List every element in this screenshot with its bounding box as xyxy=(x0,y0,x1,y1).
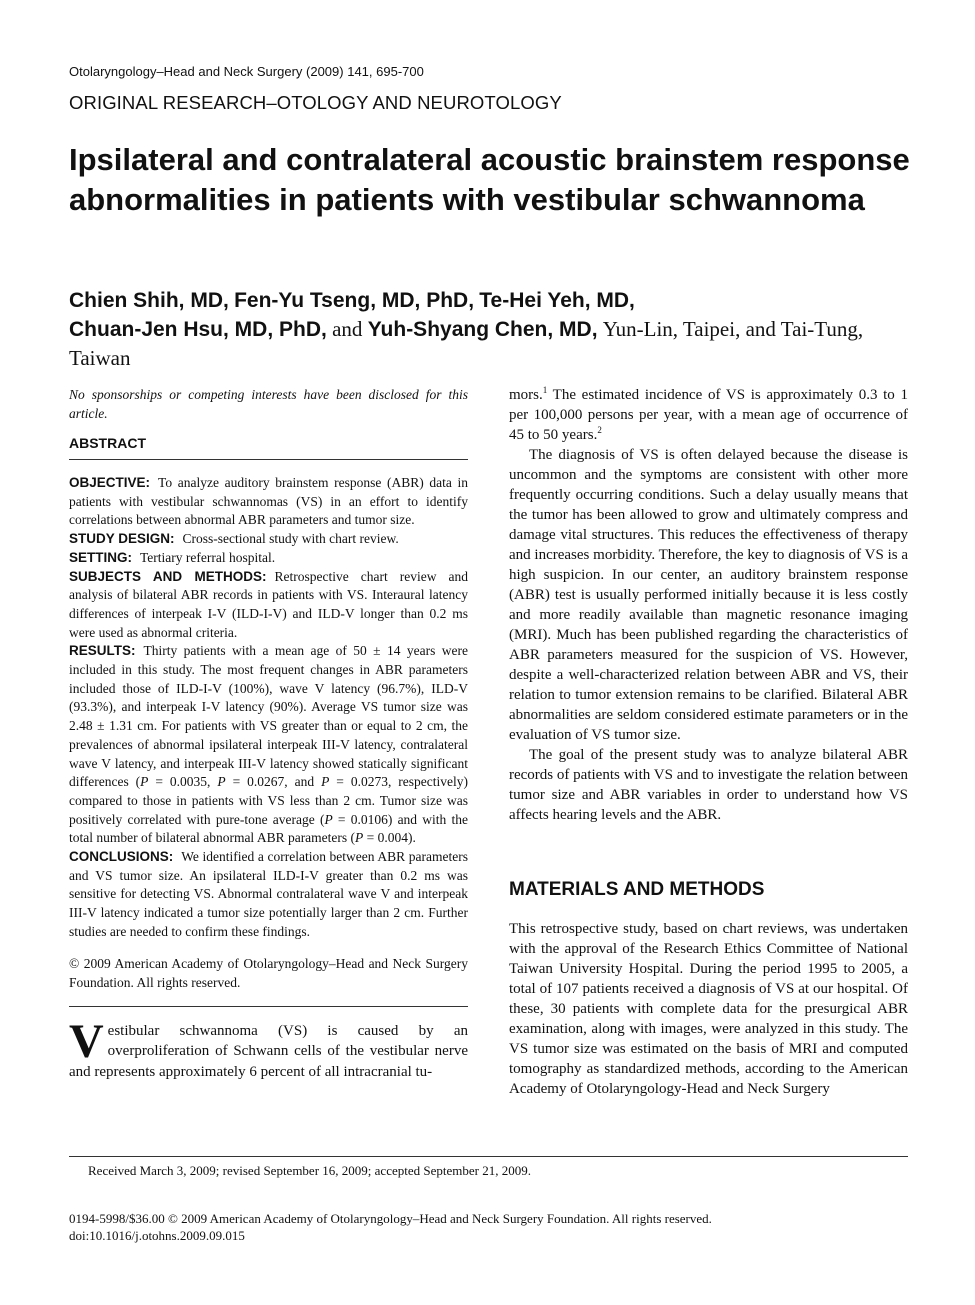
intro-paragraph: Vestibular schwannoma (VS) is caused by an overproliferation of Schwann cells of the vestibular nerve and represents approximately 6 percent of all intracranial tu- xyxy=(69,1014,468,1080)
abstract-results: RESULTS: Thirty patients with a mean age of 50 ± 14 years were included in this study. The most frequent changes in ABR parameters included those of ILD-I-V (100%), wave V latency (96.7%), ILD-V (93.3%), and interpeak I-V latency (90%). Average VS tumor size was 2.48 ± 1.31 cm. For patients with VS greater than or equal to 2 cm, the prevalences of abnormal ipsilateral interpeak III-V latency, contralateral wave V latency, and interpeak III-V latency showed statically significant differences (P = 0.0035, P = 0.0267, and P = 0.0273, respectively) compared to those in patients with VS less than 2 cm. Tumor size was positively correlated with pure-tone average (P = 0.0106) and with the total number of bilateral abnormal ABR parameters (P = 0.004). xyxy=(69,643,468,846)
right-column xyxy=(509,385,908,1099)
abstract-label: SUBJECTS AND METHODS: xyxy=(69,568,267,584)
abstract-design: STUDY DESIGN: Cross-sectional study with chart review. xyxy=(69,531,399,547)
section-heading: MATERIALS AND METHODS xyxy=(509,879,765,900)
journal-citation: Otolaryngology–Head and Neck Surgery (2009) 141, 695-700 xyxy=(69,64,424,79)
drop-cap: V xyxy=(69,1014,104,1068)
author-name: Chuan-Jen Hsu, MD, PhD, xyxy=(69,318,327,341)
author-name: Te-Hei Yeh, MD, xyxy=(479,289,635,312)
body-paragraph: mors.$^1$ The estimated incidence of VS is approximately 0.3 to 1 per 100,000 persons per year, with a mean age of occurrence of 45 to 50 years.$^2$ xyxy=(509,385,908,443)
author-conjunction: and xyxy=(332,317,363,341)
disclosure-note: No sponsorships or competing interests have been disclosed for this article. xyxy=(69,387,468,421)
citation-ref: 2 xyxy=(597,425,602,435)
abstract-label: RESULTS: xyxy=(69,643,136,659)
abstract-objective: OBJECTIVE: To analyze auditory brainstem response (ABR) data in patients with vestibular schwannomas (VS) in an effort to identify correlations between abnormal ABR parameters and tumor size. xyxy=(69,475,468,528)
citation-ref: 1 xyxy=(542,385,548,395)
abstract-copyright: © 2009 American Academy of Otolaryngology–Head and Neck Surgery Foundation. All rights reserved. xyxy=(69,954,468,1007)
abstract-label: CONCLUSIONS: xyxy=(69,849,174,865)
abstract-methods: SUBJECTS AND METHODS: Retrospective chart review and analysis of bilateral ABR records in patients with VS. Interaural latency differences of interpeak I-V (ILD-I-V) and ILD-V longer than 0.2 ms were used as abnormal criteria. xyxy=(69,568,468,640)
author-name: Chien Shih, MD, xyxy=(69,289,229,312)
article-title: Ipsilateral and contralateral acoustic brainstem response abnormalities in patients with vestibular schwannoma xyxy=(69,142,910,217)
abstract-setting: SETTING: Tertiary referral hospital. xyxy=(69,549,276,565)
doi: doi:10.1016/j.otohns.2009.09.015 xyxy=(69,1228,245,1243)
author-location: Yun-Lin, Taipei, and Tai-Tung, Taiwan xyxy=(69,317,864,370)
body-paragraph: This retrospective study, based on chart reviews, was undertaken with the approval of the Research Ethics Committee of National Taiwan University Hospital. During the period 1995 to 2005, a total of 107 patients received a diagnosis of VS at our hospital. Of these, 30 patients with complete data for the presurgical ABR examination, along with images, were analyzed in this study. The VS tumor size was estimated on the basis of MRI and computed tomography as standardized methods, according to the American Academy of Otolaryngology-Head and Neck Surgery xyxy=(509,921,908,1097)
received-dates: Received March 3, 2009; revised September 16, 2009; accepted September 21, 2009. xyxy=(88,1163,531,1178)
abstract-label: STUDY DESIGN: xyxy=(69,531,175,547)
left-column xyxy=(69,385,468,1082)
body-paragraph: The goal of the present study was to analyze bilateral ABR records of patients with VS and to investigate the relation between tumor size and ABR variables in order to understand how VS affects hearing levels and the ABR. xyxy=(509,747,908,823)
abstract-label: OBJECTIVE: xyxy=(69,475,151,490)
author-name: Yuh-Shyang Chen, MD, xyxy=(367,318,598,341)
author-list xyxy=(69,286,929,372)
author-name: Fen-Yu Tseng, MD, PhD, xyxy=(234,289,475,312)
abstract-conclusions: CONCLUSIONS: We identified a correlation between ABR parameters and VS tumor size. An ipsilateral ILD-I-V greater than 0.2 ms was sensitive for detecting VS. Abnormal contralateral wave V and interpeak III-V latency indicated a tumor size potentially larger than 2 cm. Further studies are needed to confirm these findings. xyxy=(69,849,468,939)
footnote-divider xyxy=(69,1156,908,1157)
body-paragraph: The diagnosis of VS is often delayed because the disease is uncommon and the symptoms are consistent with other more frequently occurring conditions. Such a delay usually means that the tumor has been allowed to grow and ultimately compress and damage vital structures. This reduces the effectiveness of therapy and increases morbidity. Therefore, the key to diagnosis of VS is a high suspicion. In our center, an auditory brainstem response (ABR) test is usually performed initially because it is less costly and more readily available than magnetic resonance imaging (MRI). Much has been published regarding the characteristics of ABR parameters measured for the suspicion of VS. However, despite a well-characterized relation between ABR and VS, their relation to tumor extension remains to be clarified. Bilateral ABR abnormalities are seldom considered estimate parameters or in the evaluation of VS tumor size. xyxy=(509,447,908,743)
section-label: ORIGINAL RESEARCH–OTOLOGY AND NEUROTOLOGY xyxy=(69,92,562,113)
abstract-heading: ABSTRACT xyxy=(69,435,468,460)
issn-copyright: 0194-5998/$36.00 © 2009 American Academy of Otolaryngology–Head and Neck Surgery Foundation. All rights reserved. xyxy=(69,1211,712,1226)
abstract-label: SETTING: xyxy=(69,549,132,565)
